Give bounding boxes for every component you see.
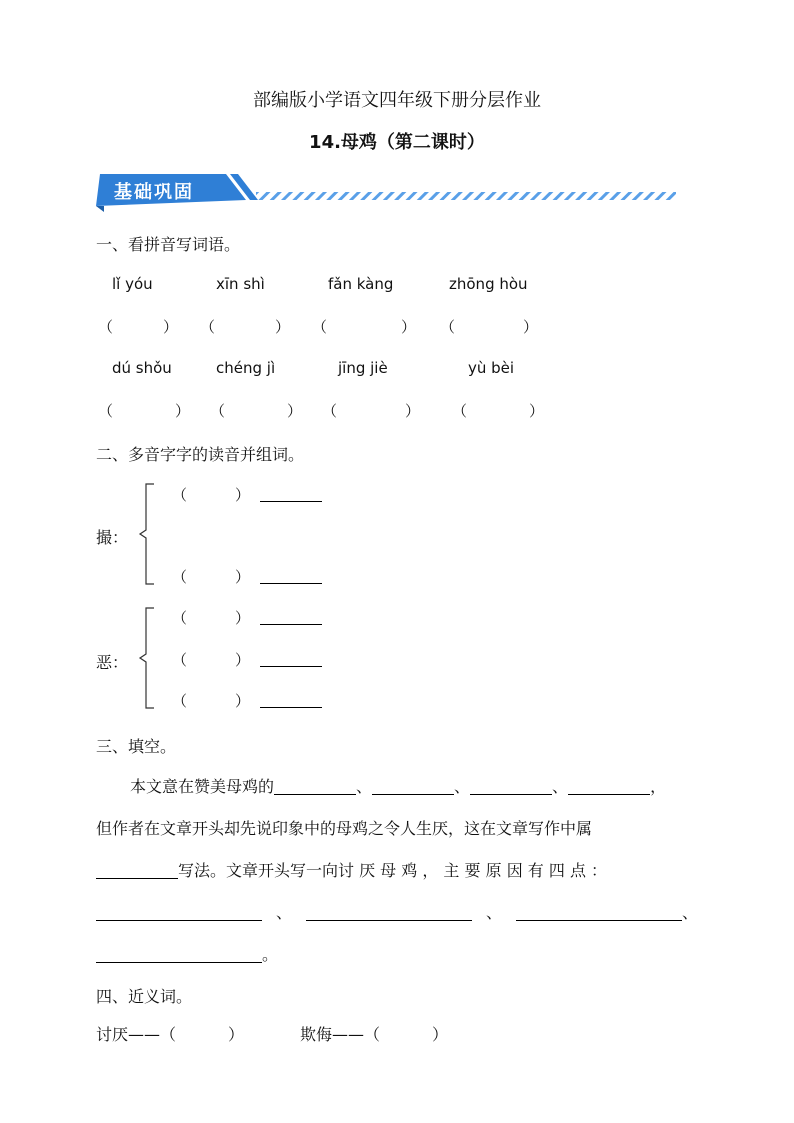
fill-blank[interactable] — [372, 778, 454, 795]
section2-heading: 二、多音字字的读音并组词。 — [96, 445, 305, 464]
polyphone-2-reading-3[interactable]: （ ） — [172, 690, 322, 711]
polyphone-1-reading-1[interactable]: （ ） — [172, 484, 322, 505]
brace-2 — [136, 606, 156, 710]
pinyin-3: fǎn kàng — [328, 275, 394, 293]
word-blank[interactable] — [260, 652, 322, 667]
fill-line-1: 本文意在赞美母鸡的 、 、 、 ， — [130, 777, 667, 796]
fill-blank[interactable] — [306, 904, 472, 921]
section4-heading: 四、近义词。 — [96, 987, 193, 1006]
answer-blank-6[interactable]: （ ） — [210, 402, 303, 420]
fill-blank[interactable] — [96, 904, 262, 921]
pinyin-7: jīng jiè — [338, 359, 388, 377]
word-blank[interactable] — [260, 569, 322, 584]
fill-line-2: 但作者在文章开头却先说印象中的母鸡之令人生厌，这在文章写作中属 — [96, 819, 593, 838]
pinyin-1: lǐ yóu — [112, 275, 153, 293]
fill-line-4: 、 、 、 — [96, 900, 698, 923]
answer-blank-7[interactable]: （ ） — [322, 402, 421, 420]
polyphone-char-2: 恶： — [96, 653, 129, 672]
section1-heading: 一、看拼音写词语。 — [96, 235, 241, 254]
word-blank[interactable] — [260, 487, 322, 502]
answer-blank-5[interactable]: （ ） — [98, 402, 191, 420]
pinyin-8: yù bèi — [468, 359, 515, 377]
pinyin-6: chéng jì — [216, 359, 276, 377]
synonym-item-1[interactable]: 讨厌——（ ） — [96, 1025, 245, 1044]
synonym-item-2[interactable]: 欺侮——（ ） — [300, 1025, 449, 1044]
pinyin-4: zhōng hòu — [449, 275, 528, 293]
polyphone-char-1: 撮： — [96, 528, 129, 547]
fill-blank[interactable] — [274, 778, 356, 795]
pinyin-2: xīn shì — [216, 275, 265, 293]
fill-blank[interactable] — [470, 778, 552, 795]
pinyin-5: dú shǒu — [112, 359, 172, 377]
answer-blank-4[interactable]: （ ） — [440, 318, 539, 336]
fill-blank[interactable] — [96, 862, 178, 879]
answer-blank-2[interactable]: （ ） — [200, 318, 291, 336]
fill-line-3: 写法。文章开头写一向讨 厌 母 鸡 ， 主 要 原 因 有 四 点 ： — [96, 858, 607, 881]
section-banner — [96, 170, 676, 212]
fill-blank[interactable] — [96, 946, 262, 963]
lesson-title: 14.母鸡（第二课时） — [309, 132, 485, 153]
answer-blank-3[interactable]: （ ） — [312, 318, 417, 336]
fill-blank[interactable] — [568, 778, 650, 795]
document-title: 部编版小学语文四年级下册分层作业 — [253, 90, 541, 111]
word-blank[interactable] — [260, 610, 322, 625]
polyphone-2-reading-1[interactable]: （ ） — [172, 607, 322, 628]
answer-blank-1[interactable]: （ ） — [98, 318, 179, 336]
fill-line-5: 。 — [96, 942, 278, 965]
polyphone-2-reading-2[interactable]: （ ） — [172, 649, 322, 670]
answer-blank-8[interactable]: （ ） — [452, 402, 545, 420]
banner-label: 基础巩固 — [114, 182, 194, 203]
polyphone-1-reading-2[interactable]: （ ） — [172, 566, 322, 587]
word-blank[interactable] — [260, 693, 322, 708]
section3-heading: 三、填空。 — [96, 737, 177, 756]
fill-blank[interactable] — [516, 904, 682, 921]
brace-1 — [136, 482, 156, 586]
